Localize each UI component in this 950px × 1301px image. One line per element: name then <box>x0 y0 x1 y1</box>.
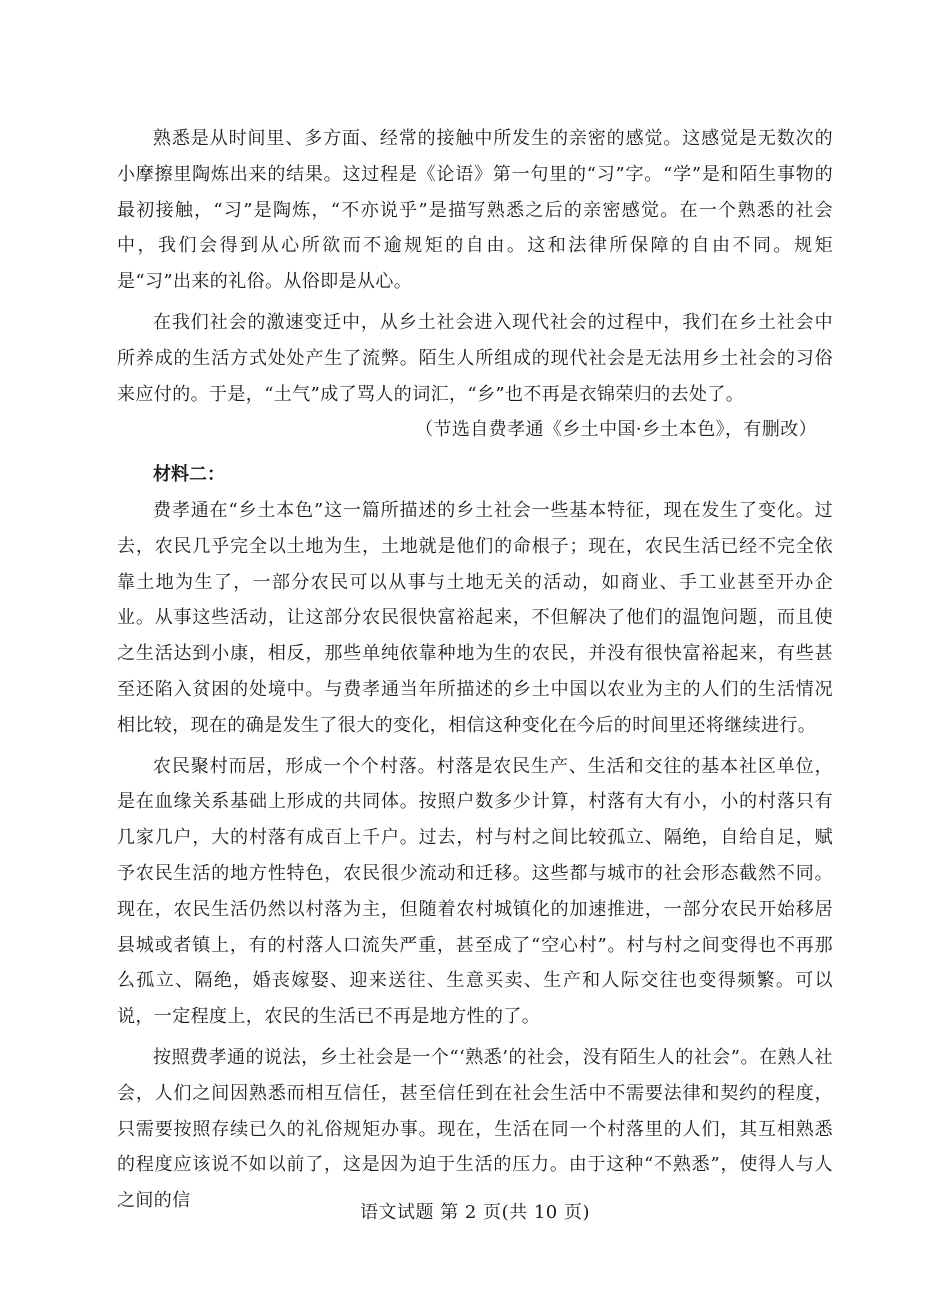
material-one-source: （节选自费孝通《乡土中国·乡土本色》，有删改） <box>415 419 817 441</box>
document-body <box>117 121 833 1219</box>
material-one-paragraph-2: 在我们社会的激速变迁中，从乡土社会进入现代社会的过程中，我们在乡土社会中所养成的生活方式处处产生了流弊。陌生人所组成的现代社会是无法用乡土社会的习俗来应付的。于是，“土气”成了骂人的词汇，“乡”也不再是衣锦荣归的去处了。 <box>117 311 833 405</box>
material-one-paragraph-1: 熟悉是从时间里、多方面、经常的接触中所发生的亲密的感觉。这感觉是无数次的小摩擦里陶炼出来的结果。这过程是《论语》第一句里的“习”字。“学”是和陌生事物的最初接触，“习”是陶炼，“不亦说乎”是描写熟悉之后的亲密感觉。在一个熟悉的社会中，我们会得到从心所欲而不逾规矩的自由。这和法律所保障的自由不同。规矩是“习”出来的礼俗。从俗即是从心。 <box>117 128 833 293</box>
material-two-paragraph-3: 按照费孝通的说法，乡土社会是一个“‘熟悉’的社会，没有陌生人的社会”。在熟人社会，人们之间因熟悉而相互信任，甚至信任到在社会生活中不需要法律和契约的程度，只需要按照存续已久的礼俗规矩办事。现在，生活在同一个村落里的人们，其互相熟悉的程度应该说不如以前了，这是因为迫于生活的压力。由于这种“不熟悉”，使得人与人之间的信 <box>117 1046 833 1212</box>
material-two-heading: 材料二： <box>153 464 225 486</box>
material-two-paragraph-2: 农民聚村而居，形成一个个村落。村落是农民生产、生活和交往的基本社区单位，是在血缘关系基础上形成的共同体。按照户数多少计算，村落有大有小，小的村落只有几家几户，大的村落有成百上千户。过去，村与村之间比较孤立、隔绝，自给自足，赋予农民生活的地方性特色，农民很少流动和迁移。这些都与城市的社会形态截然不同。现在，农民生活仍然以村落为主，但随着农村城镇化的加速推进，一部分农民开始移居县城或者镇上，有的村落人口流失严重，甚至成了“空心村”。村与村之间变得也不再那么孤立、隔绝，婚丧嫁娶、迎来送往、生意买卖、生产和人际交往也变得频繁。可以说，一定程度上，农民的生活已不再是地方性的了。 <box>117 755 833 1028</box>
page-footer: 语文试题 第 2 页(共 10 页) <box>359 1202 590 1223</box>
material-two-paragraph-1: 费孝通在“乡土本色”这一篇所描述的乡土社会一些基本特征，现在发生了变化。过去，农民几乎完全以土地为生，土地就是他们的命根子；现在，农民生活已经不完全依靠土地为生了，一部分农民可以从事与土地无关的活动，如商业、手工业甚至开办企业。从事这些活动，让这部分农民很快富裕起来，不但解决了他们的温饱问题，而且使之生活达到小康，相反，那些单纯依靠种地为生的农民，并没有很快富裕起来，有些甚至还陷入贫困的处境中。与费孝通当年所描述的乡土中国以农业为主的人们的生活情况相比较，现在的确是发生了很大的变化，相信这种变化在今后的时间里还将继续进行。 <box>117 499 833 736</box>
